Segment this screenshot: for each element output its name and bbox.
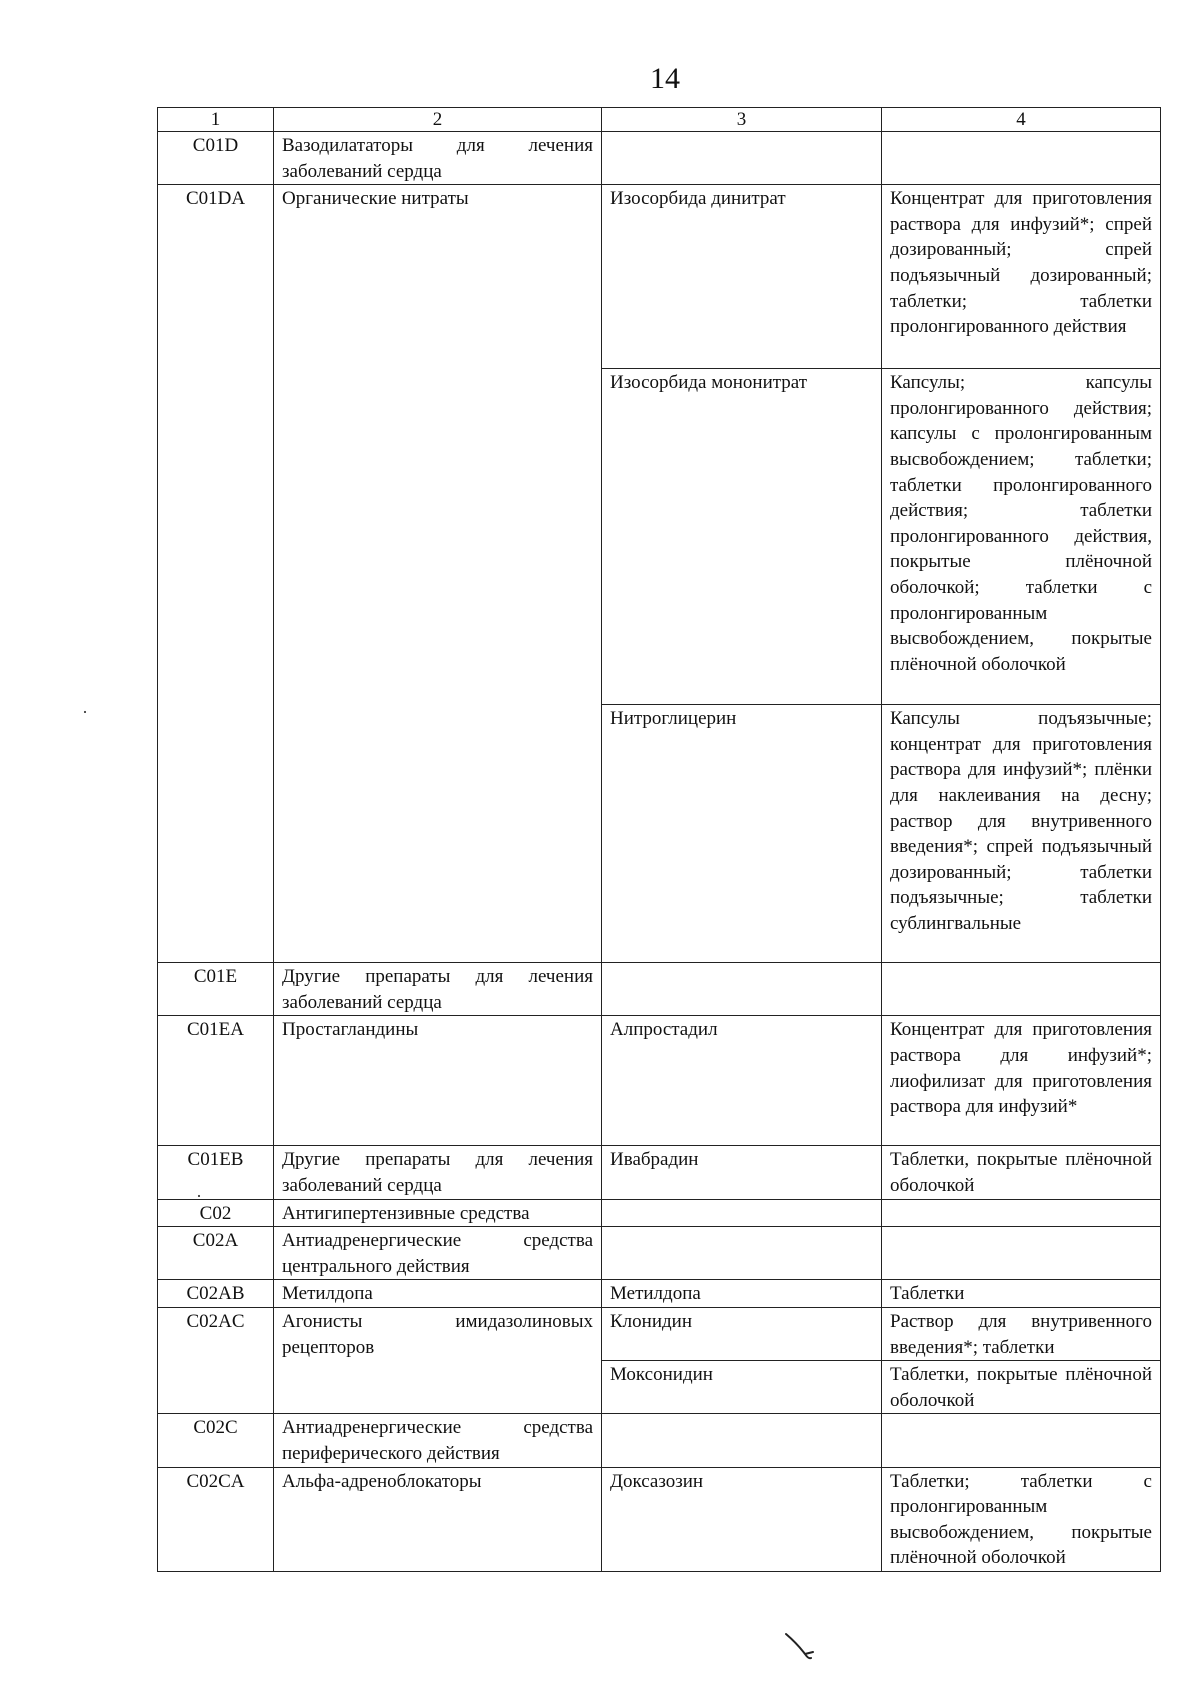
drug-name-cell: Нитроглицерин xyxy=(602,705,882,963)
drug-name-cell: Моксонидин xyxy=(602,1361,882,1414)
atc-code-cell: C01EA xyxy=(158,1016,274,1146)
table-row xyxy=(158,1307,1161,1360)
group-cell: Альфа-адреноблокаторы xyxy=(274,1467,602,1571)
drug-name-cell: Алпростадил xyxy=(602,1016,882,1146)
dosage-form-cell: Таблетки xyxy=(882,1280,1161,1308)
group-cell: Другие препараты для лечения заболеваний сердца xyxy=(274,1146,602,1199)
column-header: 4 xyxy=(882,108,1161,132)
drug-name-cell: Ивабрадин xyxy=(602,1146,882,1199)
atc-code-cell: C01EB xyxy=(158,1146,274,1199)
atc-code-cell: C02 xyxy=(158,1199,274,1227)
group-cell: Вазодилататоры для лечения заболеваний сердца xyxy=(274,132,602,185)
dosage-form-cell xyxy=(882,1414,1161,1467)
table-row xyxy=(158,1146,1161,1199)
atc-code-cell: C02C xyxy=(158,1414,274,1467)
drug-name-cell: Клонидин xyxy=(602,1307,882,1360)
dosage-form-cell xyxy=(882,1199,1161,1227)
atc-code-cell: C02AB xyxy=(158,1280,274,1308)
dosage-form-cell: Раствор для внутривенного введения*; таблетки xyxy=(882,1307,1161,1360)
atc-code-cell: C01E xyxy=(158,963,274,1016)
dosage-form-cell: Таблетки, покрытые плёночной оболочкой xyxy=(882,1146,1161,1199)
table-row xyxy=(158,185,1161,369)
table-row xyxy=(158,1280,1161,1308)
dosage-form-cell: Капсулы подъязычные; концентрат для приготовления раствора для инфузий*; плёнки для наклеивания на десну; раствор для внутривенного введения*; спрей подъязычный дозированный; таблетки подъязычные; таблетки сублингвальные xyxy=(882,705,1161,963)
dosage-form-cell xyxy=(882,1227,1161,1280)
group-cell: Органические нитраты xyxy=(274,185,602,963)
table-row xyxy=(158,963,1161,1016)
drug-name-cell: Метилдопа xyxy=(602,1280,882,1308)
group-cell: Другие препараты для лечения заболеваний сердца xyxy=(274,963,602,1016)
column-header: 2 xyxy=(274,108,602,132)
drug-name-cell: Доксазозин xyxy=(602,1467,882,1571)
scan-speck: · xyxy=(196,1186,202,1206)
group-cell: Агонисты имидазолиновых рецепторов xyxy=(274,1307,602,1413)
dosage-form-cell: Капсулы; капсулы пролонгированного действия; капсулы с пролонгированным высвобождением; таблетки; таблетки пролонгированного действия; таблетки пролонгированного действия, покрытые плёночной оболочкой; таблетки с пролонгированным высвобождением, покрытые плёночной оболочкой xyxy=(882,369,1161,705)
column-header: 3 xyxy=(602,108,882,132)
dosage-form-cell: Концентрат для приготовления раствора для инфузий*; спрей дозированный; спрей подъязычный дозированный; таблетки; таблетки пролонгированного действия xyxy=(882,185,1161,369)
drug-name-cell xyxy=(602,1199,882,1227)
group-cell: Антигипертензивные средства xyxy=(274,1199,602,1227)
atc-code-cell: C01D xyxy=(158,132,274,185)
dosage-form-cell xyxy=(882,963,1161,1016)
atc-code-cell: C01DA xyxy=(158,185,274,963)
scan-speck: · xyxy=(82,702,88,722)
dosage-form-cell xyxy=(882,132,1161,185)
dosage-form-cell: Таблетки; таблетки с пролонгированным высвобождением, покрытые плёночной оболочкой xyxy=(882,1467,1161,1571)
table-row xyxy=(158,1414,1161,1467)
drug-table xyxy=(157,107,1161,1572)
drug-name-cell: Изосорбида мононитрат xyxy=(602,369,882,705)
drug-name-cell xyxy=(602,1227,882,1280)
group-cell: Простагландины xyxy=(274,1016,602,1146)
group-cell: Метилдопа xyxy=(274,1280,602,1308)
atc-code-cell: C02AC xyxy=(158,1307,274,1413)
pen-mark-icon xyxy=(783,1630,821,1662)
atc-code-cell: C02CA xyxy=(158,1467,274,1571)
dosage-form-cell: Концентрат для приготовления раствора для инфузий*; лиофилизат для приготовления раствора для инфузий* xyxy=(882,1016,1161,1146)
drug-name-cell xyxy=(602,1414,882,1467)
table-row xyxy=(158,1227,1161,1280)
table-header-row xyxy=(158,108,1161,132)
drug-name-cell xyxy=(602,132,882,185)
table-row xyxy=(158,1199,1161,1227)
atc-code-cell: C02A xyxy=(158,1227,274,1280)
table-row xyxy=(158,132,1161,185)
drug-name-cell xyxy=(602,963,882,1016)
page-number: 14 xyxy=(650,62,680,95)
column-header: 1 xyxy=(158,108,274,132)
table-row xyxy=(158,1467,1161,1571)
group-cell: Антиадренергические средства периферического действия xyxy=(274,1414,602,1467)
table-row xyxy=(158,1016,1161,1146)
dosage-form-cell: Таблетки, покрытые плёночной оболочкой xyxy=(882,1361,1161,1414)
group-cell: Антиадренергические средства центрального действия xyxy=(274,1227,602,1280)
drug-name-cell: Изосорбида динитрат xyxy=(602,185,882,369)
